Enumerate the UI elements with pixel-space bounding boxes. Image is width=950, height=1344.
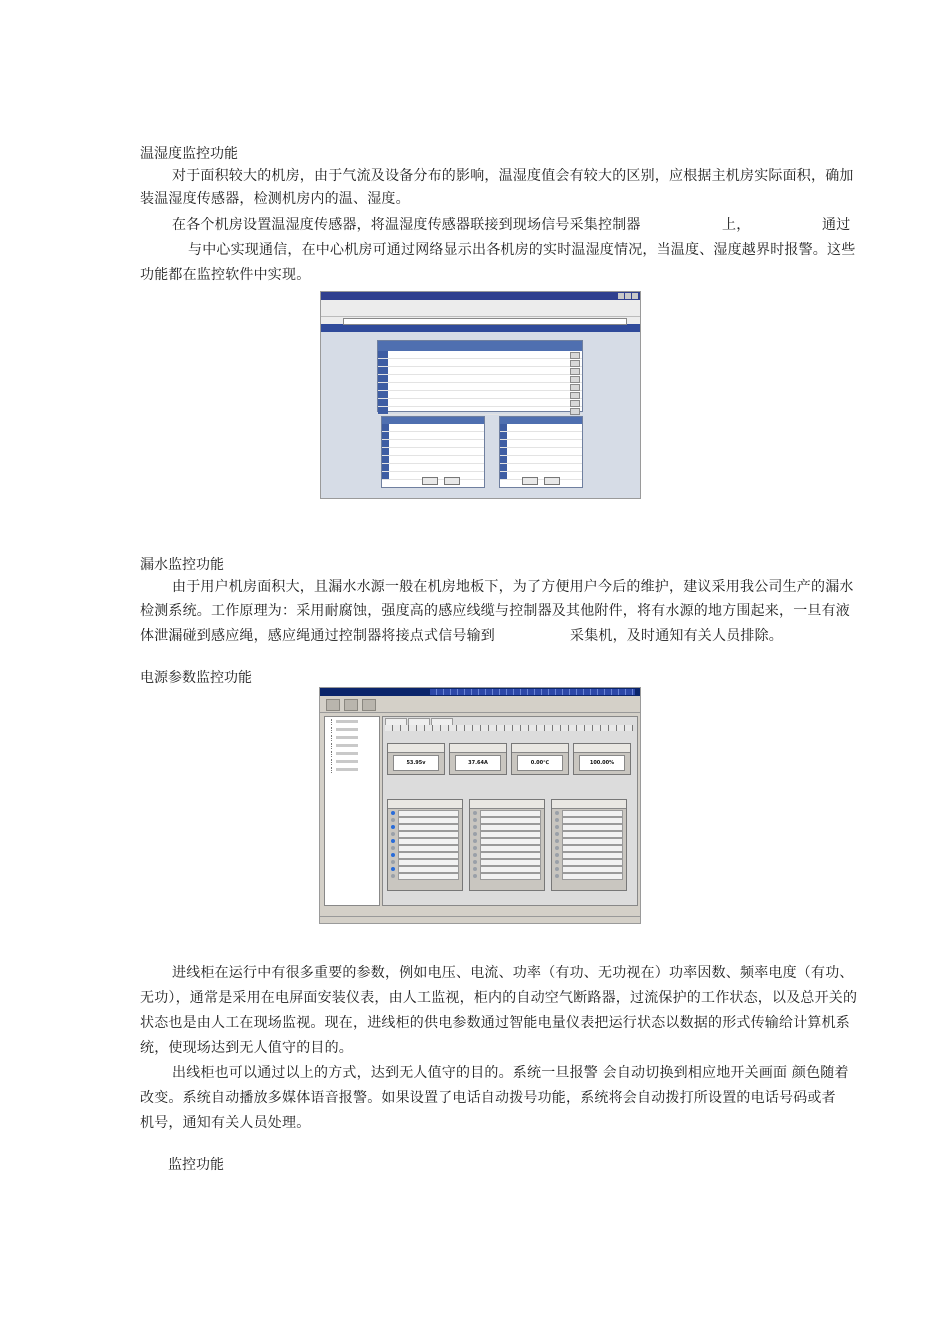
maximize-icon [625, 293, 631, 299]
status-list-running [387, 799, 463, 891]
paragraph-line: 与中心实现通信，在中心机房可通过网络显示出各机房的实时温湿度情况，当温度、湿度越界时报警。这些 [188, 242, 856, 258]
menu-bar [321, 300, 640, 307]
address-bar [321, 317, 640, 324]
paragraph-line: 在各个机房设置温湿度传感器，将温湿度传感器联接到现场信号采集控制器 [172, 217, 641, 233]
toolbar [321, 307, 640, 317]
humidity-content [321, 332, 640, 489]
config-table-right [499, 416, 583, 488]
paragraph-line: 统，使现场达到无人值守的目的。 [140, 1040, 353, 1056]
section-heading-monitor: 监控功能 [168, 1157, 224, 1173]
paragraph-line: 对于面积较大的机房，由于气流及设备分布的影响，温湿度值会有较大的区别，应根据主机房实际面积，确加 [172, 168, 854, 184]
paragraph-line: 由于用户机房面积大，且漏水水源一般在机房地板下，为了方便用户今后的维护，建议采用我公司生产的漏水 [172, 579, 854, 595]
humidity-monitor-screenshot [320, 291, 641, 499]
percent-value: 100.00% [579, 755, 625, 771]
power-monitor-screenshot [319, 687, 641, 924]
channel-strip [385, 725, 633, 731]
section-heading-water: 漏水监控功能 [140, 557, 224, 573]
reading-percent [573, 743, 631, 775]
section-heading-humidity: 温湿度监控功能 [140, 146, 238, 162]
status-list-alarm [469, 799, 545, 891]
power-main-panel [382, 716, 638, 906]
paragraph-line: 上， [722, 217, 751, 233]
section-heading-power: 电源参数监控功能 [140, 670, 252, 686]
paragraph-line: 状态也是由人工在现场监视。现在，进线柜的供电参数通过智能电量仪表把运行状态以数据的形式传输给计算机系 [140, 1015, 850, 1031]
temperature-value: 0.00℃ [517, 755, 563, 771]
paragraph-line: 采集机，及时通知有关人员排除。 [570, 628, 783, 644]
device-tree [324, 716, 380, 906]
close-icon [632, 293, 638, 299]
voltage-value: 53.95v [393, 755, 439, 771]
paragraph-line: 进线柜在运行中有很多重要的参数，例如电压、电流、功率（有功、无功视在）功率因数、频率电度（有功、 [172, 965, 854, 981]
paragraph-line: 机号，通知有关人员处理。 [140, 1115, 311, 1131]
paragraph-line: 改变。系统自动播放多媒体语音报警。如果设置了电话自动拨号功能，系统将会自动拨打所设置的电话号码或者 [140, 1090, 836, 1106]
reading-current [449, 743, 507, 775]
paragraph-line: 装温湿度传感器，检测机房内的温、湿度。 [140, 191, 410, 207]
reading-voltage [387, 743, 445, 775]
sensor-table [377, 340, 583, 412]
paragraph-line: 功能都在监控软件中实现。 [140, 267, 311, 283]
status-list-warning [551, 799, 627, 891]
app-banner [321, 324, 640, 332]
minimize-icon [618, 293, 624, 299]
paragraph-line: 检测系统。工作原理为：采用耐腐蚀，强度高的感应线缆与控制器及其他附件，将有水源的地方围起来，一旦有液 [140, 603, 850, 619]
paragraph-line: 无功），通常是采用在电屏面安装仪表，由人工监视，柜内的自动空气断路器，过流保护的工作状态，以及总开关的 [140, 990, 858, 1006]
status-bar [320, 916, 641, 923]
config-table-left [381, 416, 485, 488]
current-value: 37.64A [455, 755, 501, 771]
paragraph-line: 通过 [822, 217, 851, 233]
paragraph-line: 出线柜也可以通过以上的方式，达到无人值守的目的。系统一旦报警 会自动切换到相应地开关画面 颜色随着 [172, 1065, 849, 1081]
paragraph-line: 体泄漏碰到感应绳，感应绳通过控制器将接点式信号输到 [140, 628, 495, 644]
reading-temperature [511, 743, 569, 775]
window-title-bar [321, 292, 640, 300]
toolbar [320, 696, 640, 713]
progress-strip [430, 689, 635, 695]
view-tabs [385, 718, 453, 724]
